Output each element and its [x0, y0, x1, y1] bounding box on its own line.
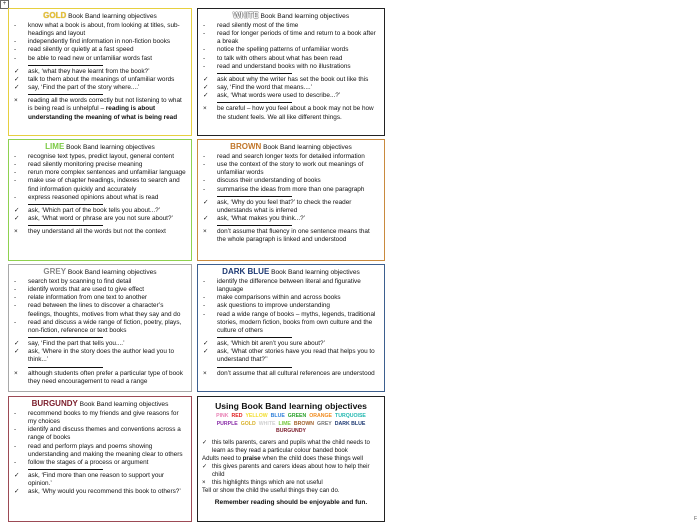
cross-icon: × [14, 97, 18, 105]
dash-bullet-icon: - [203, 294, 206, 302]
tip-item [13, 340, 187, 348]
band-swatch-label: BURGUNDY [276, 428, 306, 434]
objective-item [13, 426, 187, 442]
book-band-card-burgundy [8, 396, 192, 522]
dash-bullet-icon: - [14, 169, 17, 177]
objective-item [13, 410, 187, 426]
objective-item [202, 46, 380, 54]
tip-item [13, 84, 187, 92]
item-text: be careful – how you feel about a book may not be how the student feels. We all like different things. [217, 105, 374, 121]
item-text: know what a book is about, from looking at titles, sub-headings and layout [28, 22, 180, 38]
legend-title: Using Book Band learning objectives [215, 401, 367, 411]
check-icon: ✓ [203, 215, 209, 223]
objective-item [13, 286, 187, 294]
move-handle-icon[interactable]: + [0, 0, 9, 9]
card-title [202, 268, 380, 277]
book-band-card-grey [8, 264, 192, 392]
card-title [202, 143, 380, 152]
objective-item [202, 30, 380, 46]
item-text: ask, ‘Why would you recommend this book to others?’ [28, 488, 181, 496]
band-swatch-label: WHITE [258, 420, 276, 427]
card-title-suffix: Book Band learning objectives [64, 144, 155, 151]
band-name: WHITE [232, 11, 259, 20]
tip-item [202, 199, 380, 215]
section-divider [28, 204, 103, 205]
check-icon: ✓ [202, 462, 208, 470]
item-text: ask, ‘Why do you feel that?’ to check the reader understands what is inferred [217, 198, 352, 214]
check-icon: ✓ [203, 198, 209, 206]
book-band-card-darkblue [197, 264, 385, 392]
dash-bullet-icon: - [14, 286, 17, 294]
check-icon: ✓ [14, 84, 20, 92]
item-text: say, ‘Find the part of the story where....’ [28, 84, 140, 92]
objective-item [202, 161, 380, 177]
dash-bullet-icon: - [203, 278, 206, 285]
cross-icon: × [203, 228, 207, 236]
tip-item [202, 76, 380, 84]
dash-bullet-icon: - [14, 54, 17, 62]
item-text: identify words that are used to give effect [28, 286, 145, 294]
band-swatch-label: GREY [317, 420, 332, 427]
objective-item [13, 294, 187, 302]
item-text: identify and discuss themes and conventions across a range of books [28, 426, 181, 442]
legend-tip-item [202, 439, 380, 455]
objective-item [13, 177, 187, 193]
item-text: ask, ‘what they have learnt from the book?’ [28, 67, 150, 75]
tip-item [202, 84, 380, 92]
dash-bullet-icon: - [14, 22, 17, 29]
cross-icon: × [14, 228, 18, 236]
color-band-row [202, 413, 380, 421]
item-text: make use of chapter headings, indexes to search and find information quickly and accurately [28, 177, 180, 193]
card-title [13, 12, 187, 21]
band-swatch-label: TURQUOISE [335, 413, 366, 419]
color-band-row [202, 421, 380, 429]
cross-icon: × [14, 369, 18, 377]
objective-item [202, 278, 380, 294]
card-title [202, 12, 380, 21]
band-name: LIME [45, 142, 65, 151]
item-text: ask, ‘Which bit aren’t you sure about?’ [217, 340, 325, 348]
item-text: summarise the ideas from more than one paragraph [217, 185, 365, 193]
item-text: ask, ‘Which part of the book tells you about...?’ [28, 206, 161, 214]
objective-item [202, 22, 380, 30]
item-text: read for longer periods of time and return to a book after a break [217, 30, 376, 46]
dash-bullet-icon: - [203, 153, 206, 160]
item-text: read and perform plays and poems showing understanding and making the meaning clear to others [28, 442, 183, 458]
item-text: make comparisons within and across books [217, 294, 341, 302]
section-divider [28, 469, 103, 470]
check-icon: ✓ [203, 92, 209, 100]
check-icon: ✓ [14, 488, 20, 496]
band-swatch-label: BROWN [293, 420, 315, 427]
item-text: discuss their understanding of books [217, 177, 321, 185]
book-band-card-gold [8, 8, 192, 136]
card-title-suffix: Book Band learning objectives [77, 401, 169, 408]
dash-bullet-icon: - [14, 38, 17, 46]
check-icon: ✓ [203, 348, 209, 356]
tip-item [13, 76, 187, 84]
note-text: Adults need to [202, 454, 241, 462]
dash-bullet-icon: - [203, 302, 206, 310]
tip-item [202, 340, 380, 348]
section-divider [217, 196, 292, 197]
item-text: read and discuss a wide range of fiction, poetry, plays, non-fiction, reference or text books [28, 318, 182, 334]
note-text: when the child does these things well [262, 454, 363, 462]
band-swatch-label: LIME [278, 420, 291, 427]
item-text: notice the spelling patterns of unfamiliar words [217, 46, 349, 54]
objective-item [13, 46, 187, 54]
item-text: ask, ‘Where in the story does the author lead you to think...’ [28, 348, 175, 364]
objective-item [202, 153, 380, 161]
note-emphasis: praise [240, 454, 263, 462]
item-text: don’t assume that fluency in one sentence means that the whole paragraph is linked and understood [217, 228, 370, 244]
tip-item [13, 472, 187, 488]
card-title-suffix: Book Band learning objectives [258, 13, 350, 20]
band-name: BROWN [230, 142, 262, 151]
dash-bullet-icon: - [14, 177, 17, 185]
card-title-suffix: Book Band learning objectives [66, 13, 157, 20]
section-divider [28, 367, 103, 368]
card-title [13, 268, 187, 277]
band-name: GOLD [43, 11, 67, 20]
check-icon: ✓ [203, 340, 209, 348]
tip-item [13, 215, 187, 223]
dash-bullet-icon: - [203, 310, 206, 318]
section-divider [217, 102, 292, 103]
item-text: be able to read new or unfamiliar words fast [28, 54, 152, 62]
objective-item [13, 194, 187, 202]
item-text: ask, ‘Find more than one reason to support your opinion.’ [28, 472, 165, 488]
band-swatch-label: BLUE [270, 413, 285, 419]
item-text: relate information from one text to another [28, 294, 148, 302]
tip-item [13, 68, 187, 76]
section-divider [217, 73, 292, 74]
check-icon: ✓ [14, 206, 20, 214]
item-text: this highlights things which are not useful [212, 478, 323, 486]
tip-item [13, 488, 187, 496]
book-band-card-white [197, 8, 385, 136]
caution-item [202, 105, 380, 121]
check-icon: ✓ [14, 340, 20, 348]
item-emphasis: reading is about understanding the meaning of what is being read [28, 105, 178, 121]
band-swatch-label: GREEN [287, 413, 307, 419]
item-text: read silently most of the time [217, 22, 299, 29]
objective-item [202, 55, 380, 63]
tip-item [202, 348, 380, 364]
item-text: reading all the words correctly but not listening to what is being read is unhelpful – [28, 97, 182, 113]
legend-note [202, 455, 380, 463]
corner-mark: F [693, 516, 697, 522]
section-divider [217, 367, 292, 368]
objective-item [13, 22, 187, 38]
item-text: express reasoned opinions about what is read [28, 193, 159, 201]
dash-bullet-icon: - [203, 46, 206, 54]
color-band-row [202, 428, 380, 436]
item-text: ask, ‘What other stories have you read that helps you to understand that?’’ [217, 348, 375, 364]
card-title-suffix: Book Band learning objectives [66, 269, 157, 276]
item-text: ask, ‘What words were used to describe...?’ [217, 92, 341, 100]
closing-note: Remember reading should be enjoyable and fun. [214, 498, 368, 506]
item-text: they understand all the words but not the context [28, 228, 166, 236]
item-text: read between the lines to discover a character’s feelings, thoughts, motives from what they say and do [28, 302, 181, 318]
band-name: GREY [43, 267, 67, 276]
item-text: identify the difference between literal and figurative language [217, 278, 361, 294]
cross-icon: × [203, 369, 207, 377]
card-title [13, 143, 187, 152]
caution-item [202, 370, 380, 378]
objective-item [13, 153, 187, 161]
dash-bullet-icon: - [14, 426, 17, 434]
book-band-card-brown [197, 139, 385, 261]
note-text: Tell or show the child the useful things they can do. [202, 486, 340, 494]
tip-item [202, 92, 380, 100]
item-text: read a wide range of books – myths, legends, traditional stories, modern fiction, books from own culture and the culture of others [217, 310, 376, 334]
item-text: read and understand books with no illustrations [217, 62, 351, 70]
objective-item [202, 177, 380, 185]
objective-item [13, 161, 187, 169]
tip-item [13, 348, 187, 364]
item-text: this gives parents and carers ideas about how to help their child [212, 462, 370, 478]
cross-icon: × [203, 105, 207, 113]
dash-bullet-icon: - [14, 278, 17, 285]
band-swatch-label: GOLD [240, 420, 256, 427]
dash-bullet-icon: - [14, 294, 17, 302]
legend-tip-item [202, 463, 380, 479]
dash-bullet-icon: - [203, 177, 206, 185]
dash-bullet-icon: - [14, 458, 17, 466]
item-text: don’t assume that all cultural references are understood [217, 369, 375, 377]
dash-bullet-icon: - [203, 30, 206, 38]
objective-item [13, 443, 187, 459]
check-icon: ✓ [14, 67, 20, 75]
dash-bullet-icon: - [203, 62, 206, 70]
cross-icon: × [202, 478, 206, 486]
caution-item [13, 228, 187, 236]
dash-bullet-icon: - [14, 302, 17, 310]
item-text: to talk with others about what has been read [217, 54, 343, 62]
dash-bullet-icon: - [14, 442, 17, 450]
objective-item [13, 302, 187, 318]
dash-bullet-icon: - [14, 318, 17, 326]
dash-bullet-icon: - [14, 193, 17, 201]
card-title-suffix: Book Band learning objectives [261, 144, 352, 151]
item-text: although students often prefer a particular type of book they need encouragement to read a range [28, 369, 183, 385]
legend-card [197, 396, 385, 522]
item-text: recommend books to my friends and give reasons for my choices [28, 410, 179, 426]
item-text: ask, ‘What word or phrase are you not sure about?’ [28, 215, 173, 223]
objective-item [13, 55, 187, 63]
check-icon: ✓ [14, 215, 20, 223]
check-icon: ✓ [203, 75, 209, 83]
item-text: talk to them about the meanings of unfamiliar words [28, 75, 175, 83]
section-divider [217, 337, 292, 338]
item-text: recognise text types, predict layout, general content [28, 153, 175, 160]
dash-bullet-icon: - [203, 161, 206, 169]
band-swatch-label: DARK BLUE [334, 420, 366, 427]
check-icon: ✓ [14, 472, 20, 480]
objective-item [13, 169, 187, 177]
objective-item [202, 294, 380, 302]
band-swatch-label: ORANGE [309, 413, 333, 419]
item-text: say, ‘Find the part that tells you....’ [28, 340, 125, 348]
check-icon: ✓ [14, 75, 20, 83]
check-icon: ✓ [203, 84, 209, 92]
band-swatch-label: PURPLE [216, 420, 238, 427]
item-text: ask about why the writer has set the book out like this [217, 75, 369, 83]
objective-item [13, 278, 187, 286]
item-text: ask questions to improve understanding [217, 302, 330, 310]
objective-item [13, 319, 187, 335]
item-text: read silently or quietly at a fast speed [28, 46, 134, 54]
item-text: use the context of the story to work out meanings of unfamiliar words [217, 161, 364, 177]
dash-bullet-icon: - [203, 22, 206, 29]
item-text: rerun more complex sentences and unfamiliar language [28, 169, 186, 177]
section-divider [28, 94, 103, 95]
legend-caution-item [202, 479, 380, 487]
caution-item [13, 370, 187, 386]
dash-bullet-icon: - [14, 46, 17, 54]
objective-item [202, 186, 380, 194]
legend-note [202, 487, 380, 495]
objective-item [202, 63, 380, 71]
item-text: search text by scanning to find detail [28, 278, 132, 285]
item-text: this tells parents, carers and pupils what the child needs to learn as they read a particular colour banded book [212, 438, 370, 454]
tip-item [13, 207, 187, 215]
card-title [13, 400, 187, 409]
band-name: BURGUNDY [31, 399, 78, 408]
objective-item [13, 459, 187, 467]
band-swatch-label: RED [231, 413, 243, 419]
item-text: say, ‘Find the word that means....’ [217, 84, 313, 92]
dash-bullet-icon: - [14, 161, 17, 169]
section-divider [28, 225, 103, 226]
tip-item [202, 215, 380, 223]
check-icon: ✓ [14, 348, 20, 356]
section-divider [217, 225, 292, 226]
caution-item [13, 97, 187, 121]
item-text: follow the stages of a process or argument [28, 458, 149, 466]
item-text: read silently monitoring precise meaning [28, 161, 143, 169]
band-swatch-label: YELLOW [245, 413, 268, 419]
section-divider [28, 65, 103, 66]
dash-bullet-icon: - [203, 54, 206, 62]
objective-item [13, 38, 187, 46]
item-text: ask, ‘What makes you think...?’ [217, 215, 306, 223]
item-text: read and search longer texts for detailed information [217, 153, 365, 160]
card-title-suffix: Book Band learning objectives [269, 269, 360, 276]
dash-bullet-icon: - [14, 153, 17, 160]
book-band-card-lime [8, 139, 192, 261]
objective-item [202, 302, 380, 310]
item-text: independently find information in non-fiction books [28, 38, 171, 46]
band-name: DARK BLUE [222, 267, 270, 276]
dash-bullet-icon: - [14, 410, 17, 417]
objective-item [202, 311, 380, 335]
dash-bullet-icon: - [203, 185, 206, 193]
section-divider [28, 337, 103, 338]
band-swatch-label: PINK [216, 413, 229, 419]
caution-item [202, 228, 380, 244]
check-icon: ✓ [202, 438, 208, 446]
